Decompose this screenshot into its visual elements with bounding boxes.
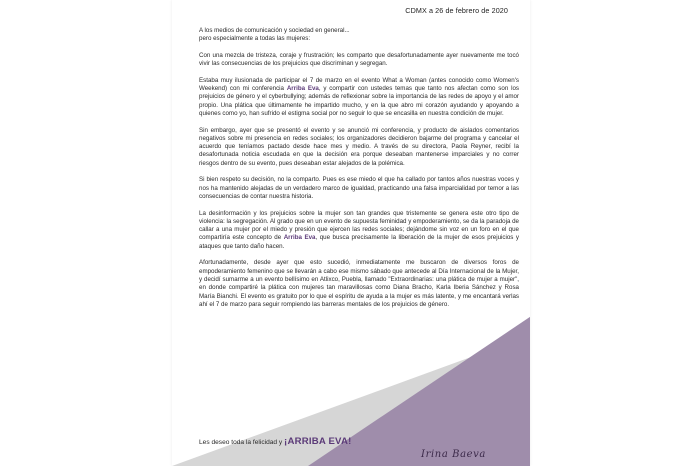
paragraph-2-end: , y compartir con ustedes temas que tanto nos afectan como son los prejuicios de género y el cyberbullying; además de reflexionar sobre la importancia de las redes de apoyo y el amor propio. Una plática que últimamente he impartido mucho, y en la que abro mi corazón ayudando y apoyando a quienes como yo, han sufrido el estigma social por no seguir lo que se encasilla en nuestra condición de mujer. <box>199 85 519 117</box>
paragraph-2-start: Estaba muy ilusionada de participar el 7 de marzo en el evento What a Woman (antes conocido como Women's Weekend) con mi conferencia <box>199 76 519 93</box>
paragraph-2 <box>199 77 519 118</box>
paragraph-1: Con una mezcla de tristeza, coraje y frustración; les comparto que desafortunadamente ayer nuevamente me tocó vivir las consecuencias de los prejuicios que discriminan y segregan. <box>199 51 519 68</box>
paragraph-6: Afortunadamente, desde ayer que esto sucedió, inmediatamente me buscaron de diversos foros de empoderamiento femenino que se llevarán a cabo ese mismo sábado que antecede al Día Internacional de la Mujer, y decidí sumarme a un evento bellísimo en Atlixco, Puebla, llamado "Extraordinarias: una plática de mujer a mujer", en donde compartiré la plática con mujeres tan maravillosas como Diana Bracho, Karla Iberia Sánchez y Rosa María Bianchi. El evento es gratuito por lo que el espíritu de ayuda a la mujer es más latente, y me encantará verlas ahí el 7 de marzo para seguir rompiendo las barreras mentales de los prejuicios de género. <box>199 259 519 308</box>
closing-slogan: ¡ARRIBA EVA! <box>284 436 352 447</box>
letter-page <box>172 0 530 466</box>
greeting-line-2: pero especialmente a todas las mujeres: <box>199 35 311 43</box>
paragraph-5-end: , que busca precisamente la liberación de la mujer de esos prejuicios y ataques que tanto daño hacen. <box>199 234 519 250</box>
paragraph-5 <box>199 210 519 251</box>
closing-text: Les deseo toda la felicidad y <box>199 439 285 446</box>
paragraph-3: Sin embargo, ayer que se presentó el evento y se anunció mi conferencia, y producto de aislados comentarios negativos sobre mi presencia en redes sociales; los organizadores decidieron bajarme del programa y cancelar el acuerdo que teníamos pactado desde hace mes y medio. A través de su directora, Paola Reyner, recibí la desafortunada noticia escudada en que la decisión era porque deseaban mantenerse imparciales y no correr riesgos dentro de su evento, pues deseaban estar alejados de la polémica. <box>199 126 519 167</box>
paragraph-5-start: La desinformación y los prejuicios sobre la mujer son tan grandes que tristemente se genera este otro tipo de violencia: la segregación. Al grado que en un evento de supuesta feminidad y empoderamiento, se da la paradoja de callar a una mujer por el miedo y presión que ejercen las redes sociales; dejándome sin voz en un foro en el que compartiría este concepto de <box>199 209 519 242</box>
brand-name-2: Arriba Eva <box>283 234 316 242</box>
paragraph-4: Si bien respeto su decisión, no la comparto. Pues es ese miedo el que ha callado por tantos años nuestras voces y nos ha mantenido alejadas de un verdadero marco de igualdad, practicando una falsa imparcialidad por temor a las consecuencias de contar nuestra historia. <box>199 176 519 200</box>
brand-name: Arriba Eva <box>286 85 319 93</box>
closing-line <box>199 436 351 447</box>
greeting-line-1: A los medios de comunicación y sociedad en general... <box>199 27 350 34</box>
letter-body <box>199 27 519 317</box>
letter-date: CDMX a 26 de febrero de 2020 <box>405 6 508 15</box>
signature: Irina Baeva <box>421 449 486 460</box>
